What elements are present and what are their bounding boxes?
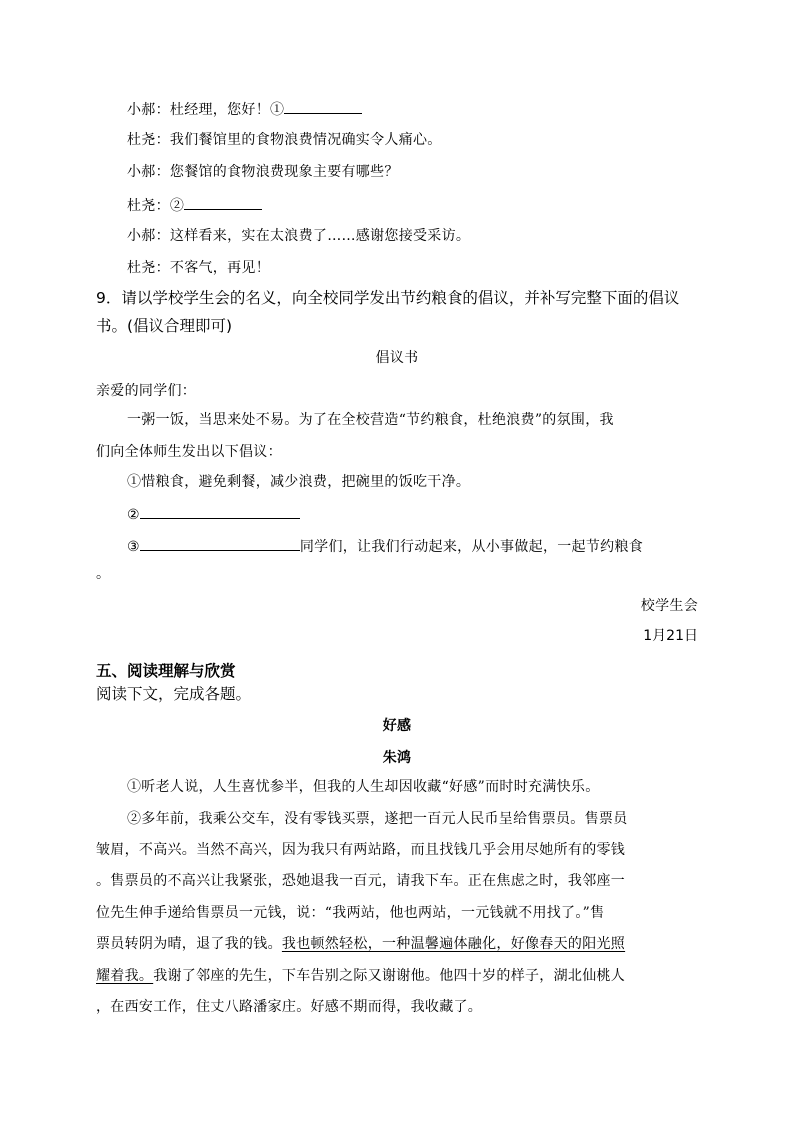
dialogue-line-4 [127, 194, 262, 216]
article-title: 好感 [382, 718, 412, 734]
proposal-date: 1月21日 [643, 628, 698, 644]
section-heading: 五、阅读理解与欣赏 [96, 662, 236, 680]
answer-blank-4 [140, 535, 300, 551]
paragraph-2-line-1: ②多年前，我乘公交车，没有零钱买票，遂把一百元人民币呈给售票员。售票员 [127, 811, 628, 827]
article-author: 朱鸿 [382, 750, 412, 766]
proposal-title: 倡议书 [375, 350, 419, 366]
dialogue-line-3 [127, 162, 399, 182]
speaker: 杜尧： [127, 260, 170, 276]
dialogue-text: ② [169, 198, 185, 214]
text-segment: 我谢了邻座的先生，下车告别之际又谢谢他。他四十岁的样子，湖北仙桃人 [153, 968, 626, 984]
underlined-sentence: 耀着我。 [96, 968, 154, 984]
proposal-item-2 [127, 503, 300, 525]
dialogue-text: 不客气，再见！ [169, 260, 271, 276]
dialogue-text: 您餐馆的食物浪费现象主要有哪些？ [169, 164, 399, 180]
speaker: 小郝： [127, 228, 170, 244]
paragraph-2-line-4: 位先生伸手递给售票员一元钱，说：“我两站，他也两站，一元钱就不用找了。”售 [96, 905, 605, 921]
paragraph-2-line-2: 皱眉，不高兴。当然不高兴，因为我只有两站路，而且找钱几乎会用尽她所有的零钱 [96, 842, 626, 858]
speaker: 小郝： [127, 102, 170, 118]
dialogue-line-5 [127, 226, 470, 246]
dialogue-line-1 [127, 98, 362, 120]
question-9-line-1: 9．请以学校学生会的名义，向全校同学发出节约粮食的倡议，并补写完整下面的倡议 [96, 289, 680, 307]
proposal-intro-1: 一粥一饭，当思来处不易。为了在全校营造“节约粮食，杜绝浪费”的氛围，我 [127, 412, 614, 428]
item-mark: ② [127, 507, 140, 523]
paragraph-1: ①听老人说，人生喜忧参半，但我的人生却因收藏“好感”而时时充满快乐。 [127, 779, 600, 795]
question-9-line-2: 书。(倡议合理即可) [96, 317, 233, 335]
paragraph-2-line-5 [96, 934, 625, 954]
speaker: 杜尧： [127, 132, 170, 148]
underlined-sentence: 我也顿然轻松，一种温馨遍体融化，好像春天的阳光照 [281, 936, 626, 952]
answer-blank-3 [140, 503, 300, 519]
dialogue-text: 杜经理，您好！① [169, 102, 285, 118]
dialogue-text: 我们餐馆里的食物浪费情况确实令人痛心。 [169, 132, 442, 148]
answer-blank-1 [284, 98, 362, 114]
proposal-item-3 [127, 535, 643, 557]
proposal-item-3-end: 。 [96, 566, 111, 582]
dialogue-text: 这样看来，实在太浪费了……感谢您接受采访。 [169, 228, 471, 244]
item-text: 同学们，让我们行动起来，从小事做起，一起节约粮食 [299, 539, 644, 555]
text-segment: 票员转阴为晴，退了我的钱。 [96, 936, 282, 952]
answer-blank-2 [184, 194, 262, 210]
item-mark: ③ [127, 539, 140, 555]
speaker: 小郝： [127, 164, 170, 180]
section-instruction: 阅读下文，完成各题。 [96, 685, 252, 703]
dialogue-line-2 [127, 130, 442, 150]
proposal-intro-2: 们向全体师生发出以下倡议： [96, 444, 282, 460]
paragraph-2-line-7: ，在西安工作，住丈八路潘家庄。好感不期而得，我收藏了。 [96, 999, 483, 1015]
proposal-item-1: ①惜粮食，避免剩餐，减少浪费，把碗里的饭吃干净。 [127, 474, 471, 490]
paragraph-2-line-6 [96, 966, 625, 986]
proposal-greeting: 亲爱的同学们： [96, 383, 197, 399]
dialogue-line-6 [127, 258, 270, 278]
proposal-signature: 校学生会 [640, 598, 698, 614]
speaker: 杜尧： [127, 198, 170, 214]
paragraph-2-line-3: 。售票员的不高兴让我紧张，恐她退我一百元，请我下车。正在焦虑之时，我邻座一 [96, 873, 626, 889]
